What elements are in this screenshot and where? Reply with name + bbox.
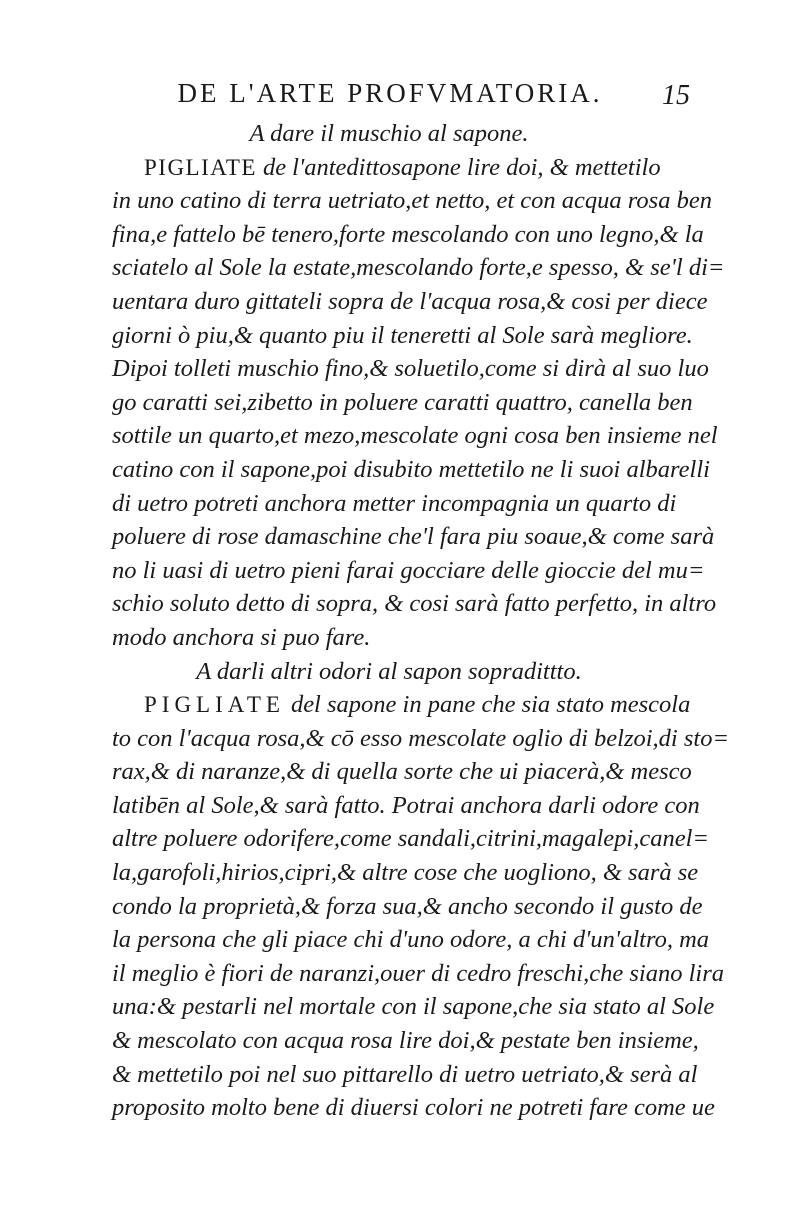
text-line: il meglio è fiori de naranzi,ouer di cedro freschi,che siano lira — [112, 959, 724, 987]
text-line: giorni ò piu,& quanto piu il teneretti al Sole sarà megliore. — [112, 321, 693, 349]
page-number: 15 — [662, 80, 690, 111]
text-line: go caratti sei,zibetto in poluere caratti quattro, canella ben — [112, 388, 693, 416]
text-line: catino con il sapone,poi disubito mettetilo ne li suoi albarelli — [112, 455, 710, 483]
running-title: DE L'ARTE PROFVMATORIA. — [177, 78, 603, 108]
text-line: condo la proprietà,& forza sua,& ancho secondo il gusto de — [112, 892, 703, 920]
text-line: Dipoi tolleti muschio fino,& soluetilo,come si dirà al suo luo — [112, 355, 709, 383]
text-line: & mettetilo poi nel suo pittarello di uetro uetriato,& serà al — [112, 1060, 698, 1088]
text-line: sciatelo al Sole la estate,mescolando forte,e spesso, & se'l di= — [112, 254, 725, 282]
text-line: la persona che gli piace chi d'uno odore, a chi d'un'altro, ma — [112, 926, 710, 954]
section-heading-muschio: A dare il muschio al sapone. — [249, 120, 529, 147]
paragraph-first-line — [112, 151, 702, 185]
lead-word: PIGLIATE — [144, 692, 285, 718]
text-line: rax,& di naranze,& di quella sorte che ui piacerà,& mesco — [112, 758, 692, 786]
text-line: una:& pestarli nel mortale con il sapone,che sia stato al Sole — [112, 993, 715, 1021]
text-line: schio soluto detto di sopra, & cosi sarà fatto perfetto, in altro — [112, 590, 717, 618]
text-line: no li uasi di uetro pieni farai gocciare delle gioccie del mu= — [112, 556, 705, 584]
text-line: proposito molto bene di diuersi colori ne potreti fare come ue — [112, 1094, 715, 1122]
first-line-text: de l'antedittosapone lire doi, & mettetilo — [262, 153, 661, 181]
paragraph-first-line — [112, 688, 702, 722]
text-line: sottile un quarto,et mezo,mescolate ogni cosa ben insieme nel — [112, 422, 718, 450]
text-line: altre poluere odorifere,come sandali,citrini,magalepi,canel= — [112, 825, 709, 853]
lead-word: PIGLIATE — [144, 154, 257, 180]
text-line: la,garofoli,hirios,cipri,& altre cose che uogliono, & sarà se — [112, 859, 699, 887]
text-line: in uno catino di terra uetriato,et netto, et con acqua rosa ben — [112, 187, 712, 215]
text-line: to con l'acqua rosa,& cō esso mescolate oglio di belzoi,di sto= — [112, 724, 729, 752]
text-line: fina,e fattelo bē tenero,forte mescolando con uno legno,& la — [112, 220, 704, 248]
text-line: latibēn al Sole,& sarà fatto. Potrai anchora darli odore con — [112, 791, 700, 819]
text-line: uentara duro gittateli sopra de l'acqua rosa,& cosi per diece — [112, 287, 708, 315]
section-heading-odori: A darli altri odori al sapon sopradittto. — [196, 657, 582, 685]
first-line-text: del sapone in pane che sia stato mescola — [290, 691, 691, 719]
page-body — [112, 117, 729, 1125]
text-line: di uetro potreti anchora metter incompagnia un quarto di — [112, 489, 677, 517]
text-line: & mescolato con acqua rosa lire doi,& pestate ben insieme, — [112, 1027, 699, 1055]
text-line: poluere di rose damaschine che'l fara piu soaue,& come sarà — [112, 523, 715, 551]
text-line: modo anchora si puo fare. — [112, 623, 371, 651]
